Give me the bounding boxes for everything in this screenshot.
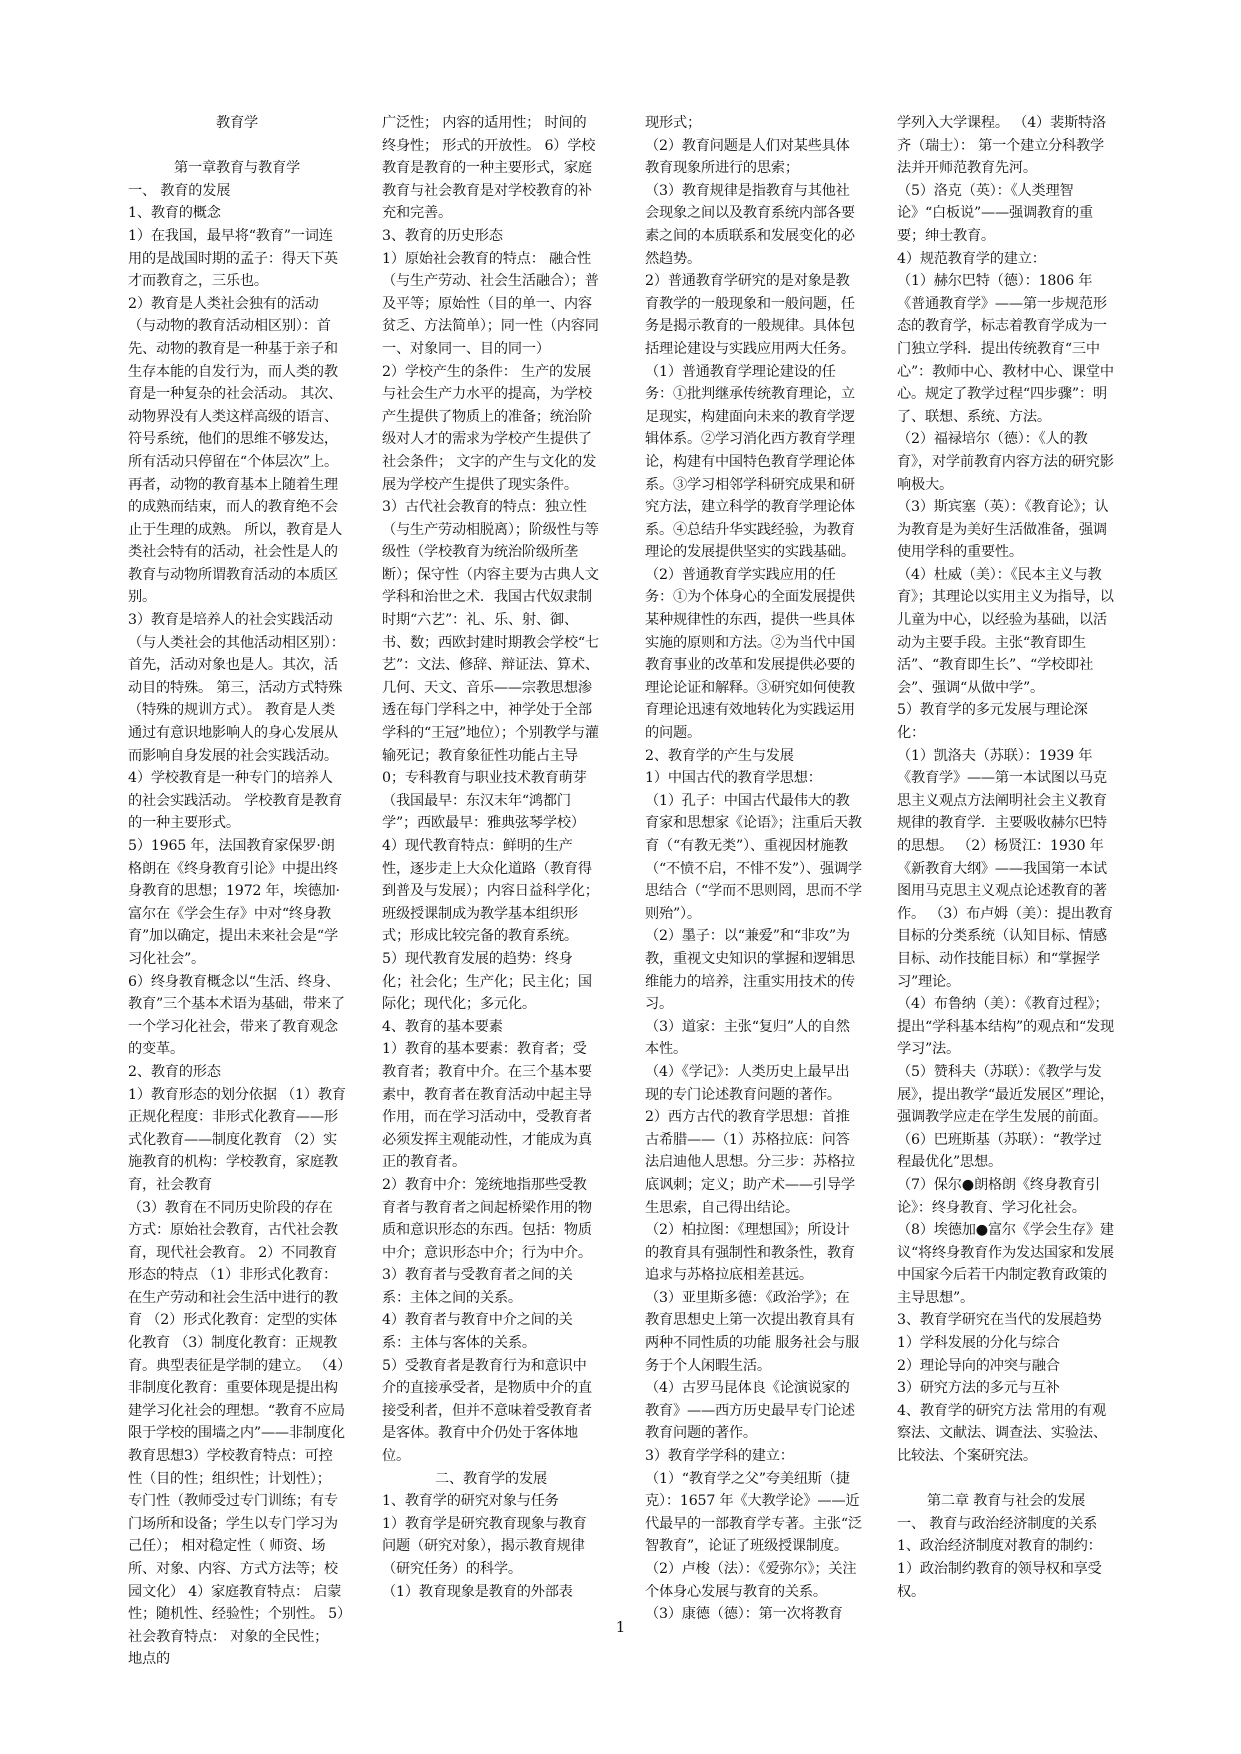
paragraph: 2）西方古代的教育学思想：首推古希腊——（1）苏格拉底：问答法启迪他人思想。分三步：苏格拉底讽刺；定义；助产术——引导学生思索，自己得出结论。 [645,1109,855,1216]
paragraph: 广泛性； 内容的适用性； 时间的终身性； 形式的开放性。 6）学校教育是教育的一种主要形式，家庭教育与社会教育是对学校教育的补充和完善。 [382,115,596,222]
paragraph: （2）墨子：以“兼爱”和“非攻”为教，重视文史知识的掌握和逻辑思维能力的培养，注重实用技术的传习。 [645,928,855,1013]
paragraph: 1）教育的基本要素：教育者；受教育者；教育中介。在三个基本要素中，教育者在教育活动中起主导作用，而在学习活动中，受教育者必须发挥主观能动性，才能成为真正的教育者。 [382,1041,592,1171]
paragraph: 5）1965 年，法国教育家保罗·朗格朗在《终身教育引论》中提出终身教育的思想；1972 年，埃德加·富尔在《学会生存》中对“终身教育”加以确定，提出未来社会是“学习化社会”。 [128,838,340,967]
paragraph: （2）教育问题是人们对某些具体教育现象所进行的思索； [645,137,850,177]
paragraph: （3）道家：主张“复归”人的自然本性。 [645,1018,850,1058]
list-item: 3）研究方法的多元与互补 [897,1380,1060,1397]
paragraph: 3）古代社会教育的特点：独立性（与生产劳动相脱离）；阶级性与等级性（学校教育为统治阶级所垄断）；保守性（内容主要为古典人文学科和治世之术．我国古代奴隶制时期“六艺”：礼、乐、射、御、书、数；西欧封建时期教会学校“七艺”：文法、修辞、辩证法、算术、几何、天文、音乐——宗教思想渗透在每门学科之中，神学处于全部学科的“王冠”地位）；个别教学与灌输死记；教育象征性功能占主导0；专科教育与职业技术教育萌芽（我国最早：东汉末年“鸿都门学”；西欧最早：雅典弦琴学校） [382,499,599,832]
paragraph: 4）教育者与教育中介之间的关系：主体与客体的关系。 [382,1312,573,1352]
paragraph: 3）教育者与受教育者之间的关系：主体之间的关系。 [382,1267,573,1306]
paragraph: （4）《学记》：人类历史上最早出现的专门论述教育问题的著作。 [645,1063,850,1103]
paragraph: （1）教育现象是教育的外部表 [382,1583,573,1600]
paragraph: （2）柏拉图：《理想国》；所设计的教育具有强制性和教条性，教育追求与苏格拉底相差甚远。 [645,1222,855,1284]
paragraph: 1）中国古代的教育学思想： [645,770,822,787]
paragraph: （7）保尔●朗格朗《终身教育引论》：终身教育、学习化社会。 [897,1176,1100,1216]
paragraph: （3）斯宾塞（英）：《教育论》；认为教育是为美好生活做准备，强调使用学科的重要性。 [897,499,1109,561]
paragraph: 1）原始社会教育的特点： 融合性（与生产劳动、社会生活融合）；普及平等；原始性（目的单一、内容贫乏、方法简单）；同一性（内容同一、对象同一、目的同一） [382,250,599,357]
paragraph: （2）普通教育学实践应用的任务：①为个体身心的全面发展提供某种规律性的东西，提供一些具体实施的原则和方法。②为当代中国教育事业的改革和发展提供必要的理论论证和解释。③研究如何使教育理论迅速有效地转化为实践运用的问题。 [645,566,855,742]
paragraph: 2）教育是人类社会独有的活动（与动物的教育活动相区别）：首先、动物的教育是一种基于亲子和生存本能的自发行为，而人类的教育是一种复杂的社会活动。 其次、动物界没有人类这样高级的语言、符号系统，他们的思维不够发达，所有活动只停留在“个体层次”上。 再者，动物的教育基本上随着生理的成熟而结束，而人的教育绝不会止于生理的成熟。 所以，教育是人类社会特有的活动，社会性是人的教育与动物所谓教育活动的本质区别。 [128,295,343,606]
subsection-heading: 1、政治经济制度对教育的制约： [897,1538,1102,1555]
section-heading: 二、教育学的发展 [435,1470,547,1487]
paragraph: 2）普通教育学研究的是对象是教育教学的一般现象和一般问题，任务是揭示教育的一般规律。具体包括理论建设与实践应用两大任务。 [645,273,855,357]
column-3 [645,112,863,1626]
subsection-heading: 1、教育学的研究对象与任务 [382,1493,559,1510]
paragraph: 2）学校产生的条件： 生产的发展与社会生产力水平的提高，为学校产生提供了物质上的准备；统治阶级对人才的需求为学校产生提供了社会条件； 文字的产生与文化的发展为学校产生提供了现实条件。 [382,363,597,493]
paragraph: （3）教育规律是指教育与其他社会现象之间以及教育系统内部各要素之间的本质联系和发展变化的必然趋势。 [645,182,855,267]
paragraph: 2）教育中介：笼统地指那些受教育者与教育者之间起桥梁作用的物质和意识形态的东西。包括：物质中介；意识形态中介；行为中介。 [382,1176,592,1261]
subsection-heading: 3、教育学研究在当代的发展趋势 [897,1312,1102,1329]
chapter-2-title: 第二章 教育与社会的发展 [926,1493,1086,1510]
list-item: 1）学科发展的分化与综合 [897,1335,1060,1352]
paragraph: 1）在我国，最早将“教育”一词连用的是战国时期的孟子：得天下英才而教育之，三乐也。 [128,227,338,290]
subsection-heading: 2、教育的形态 [128,1063,221,1080]
paragraph: 5）现代教育发展的趋势：终身化；社会化；生产化；民主化；国际化；现代化；多元化。 [382,950,592,1013]
column-2 [382,112,600,1603]
column-4 [897,112,1115,1603]
paragraph: （4）布鲁纳（美）：《教育过程》；提出“学科基本结构”的观点和“发现学习”法。 [897,996,1114,1058]
document-title: 教育学 [216,115,258,131]
paragraph: （8）埃德加●富尔《学会生存》建议“将终身教育作为发达国家和发展中国家今后若干内制定教育政策的主导思想”。 [897,1222,1114,1306]
column-1 [128,112,346,1671]
paragraph: （3）亚里斯多德：《政治学》；在教育思想史上第一次提出教育具有两种不同性质的功能 服务社会与服务于个人闲暇生活。 [645,1289,860,1374]
paragraph: （4）杜威（美）：《民本主义与教育》；其理论以实用主义为指导，以儿童为中心，以经验为基础，以活动为主要手段。主张“教育即生活”、“教育即生长”、“学校即社会”、强调“从做中学”。 [897,566,1114,696]
paragraph: 3）教育是培养人的社会实践活动（与人类社会的其他活动相区别）：首先，活动对象也是人。其次，活动目的特殊。 第三，活动方式特殊（特殊的规训方式）。 教育是人类通过有意识地影响人的身心发展从而影响自身发展的社会实践活动。 [128,612,345,764]
paragraph: 4）现代教育特点：鲜明的生产性，逐步走上大众化道路（教育得到普及与发展）；内容日益科学化；班级授课制成为教学基本组织形式；形成比较完备的教育系统。 [382,838,599,945]
list-item: 2）理论导向的冲突与融合 [897,1357,1060,1374]
paragraph: （5）赞科夫（苏联）：《教学与发展》，提出教学“最近发展区”理论，强调教学应走在学生发展的前面。 [897,1063,1114,1126]
paragraph: （1）赫尔巴特（德）：1806 年《普通教育学》——第一步规范形态的教育学，标志着教育学成为一门独立学科．提出传统教育“三中心”：教师中心、教材中心、课堂中心。规定了教学过程“四步骤”：明了、联想、系统、方法。 [897,273,1114,425]
paragraph: （2）福禄培尔（德）：《人的教育》，对学前教育内容方法的研究影响极大。 [897,431,1114,493]
paragraph: （3）康德（德）：第一次将教育 [645,1606,843,1623]
paragraph: 1）教育学是研究教育现象与教育问题（研究对象），揭示教育规律（研究任务）的科学。 [382,1515,587,1577]
page-number: 1 [615,1618,626,1636]
paragraph: 5）受教育者是教育行为和意识中介的直接承受者，是物质中介的直接受利者，但并不意味着受教育者是客体。教育中介仍处于客体地位。 [382,1357,592,1465]
section-heading: 一、 教育的发展 [128,182,231,199]
paragraph: （1）孔子：中国古代最伟大的教育家和思想家《论语》；注重后天教育（“有教无类”）、重视因材施教（“不愤不启，不悱不发”）、强调学思结合（“学而不思则罔，思而不学则殆”）。 [645,792,862,922]
paragraph: （5）洛克（英）：《人类理智论》“白板说”——强调教育的重要；绅士教育。 [897,182,1093,244]
paragraph: （1）“教育学之父”夸美纽斯（捷克）：1657 年《大教学论》——近代最早的一部教育学专著。主张“泛智教育”，论证了班级授课制度。 [645,1470,862,1555]
paragraph: （3）教育在不同历史阶段的存在方式：原始社会教育，古代社会教育，现代社会教育。 2）不同教育形态的特点 （1）非形式化教育：在生产劳动和社会生活中进行的教育 （2）形式化教育：定型的实体化教育 （3）制度化教育：正规教育。典型表征是学制的建立。 （4）非制度化教育：重要体现是提出构建学习化社会的理想。“教育不应局限于学校的围墙之内”——非制度化教育思想3）学校教育特点：可控性（目的性；组织性；计划性）； 专门性（教师受过专门训练；有专门场所和设备；学生以专门学习为己任）； 相对稳定性（ 师资、场所、对象、内容、方式方法等；校园文化） 4）家庭教育特点： 启蒙性；随机性、经验性；个别性。 5）社会教育特点： 对象的全民性； 地点的 [128,1199,345,1668]
paragraph: 1）政治制约教育的领导权和享受权。 [897,1561,1102,1600]
chapter-1-title: 第一章教育与教育学 [174,160,300,177]
subsection-heading: 3、教育的历史形态 [382,227,503,244]
section-heading: 一、 教育与政治经济制度的关系 [897,1515,1098,1532]
subsection-heading: 1、教育的概念 [128,205,221,222]
paragraph: 4）规范教育学的建立： [897,250,1046,267]
paragraph: 现形式； [645,115,701,131]
paragraph: （1）凯洛夫（苏联）：1939 年《教育学》——第一本试图以马克思主义观点方法阐明社会主义教育规律的教育学．主要吸收赫尔巴特的思想。 （2）杨贤江：1930 年《新教育大纲》——我国第一本试图用马克思主义观点论述教育的著作。 （3）布卢姆（美）：提出教育目标的分类系统（认知目标、情感目标、动作技能目标）和“掌握学习”理论。 [897,747,1113,990]
paragraph: 5）教育学的多元发展与理论深化： [897,702,1088,742]
subsection-heading: 4、教育的基本要素 [382,1018,503,1035]
paragraph: 1）教育形态的划分依据 （1）教育正规化程度：非形式化教育——形式化教育——制度化教育 （2）实施教育的机构：学校教育，家庭教育，社会教育 [128,1086,346,1193]
subsection-heading: 4、教育学的研究方法 常用的有观察法、文献法、调查法、实验法、比较法、个案研究法。 [897,1402,1107,1465]
paragraph: 4）学校教育是一种专门的培养人的社会实践活动。 学校教育是教育的一种主要形式。 [128,770,343,832]
paragraph: 学列入大学课程。 （4）裴斯特洛齐（瑞士）： 第一个建立分科教学法并开师范教育先河。 [897,115,1106,177]
paragraph: （2）卢梭（法）：《爱弥尔》；关注个体身心发展与教育的关系。 [645,1561,857,1600]
paragraph: （6）巴班斯基（苏联）：“教学过程最优化”思想。 [897,1131,1102,1171]
paragraph: 3）教育学学科的建立： [645,1448,794,1465]
paragraph: （4）古罗马昆体良《论演说家的教育》——西方历史最早专门论述教育问题的著作。 [645,1380,855,1442]
subsection-heading: 2、教育学的产生与发展 [645,747,794,764]
paragraph: （1）普通教育学理论建设的任务：①批判继承传统教育理论，立足现实，构建面向未来的教育学逻辑体系。②学习消化西方教育学理论，构建有中国特色教育学理论体系。③学习相邻学科研究成果和研究方法，建立科学的教育学理论体系。④总结升华实践经验，为教育理论的发展提供坚实的实践基础。 [645,363,855,561]
paragraph: 6）终身教育概念以“生活、终身、教育”三个基本术语为基础，带来了一个学习化社会，带来了教育观念的变革。 [128,973,345,1058]
